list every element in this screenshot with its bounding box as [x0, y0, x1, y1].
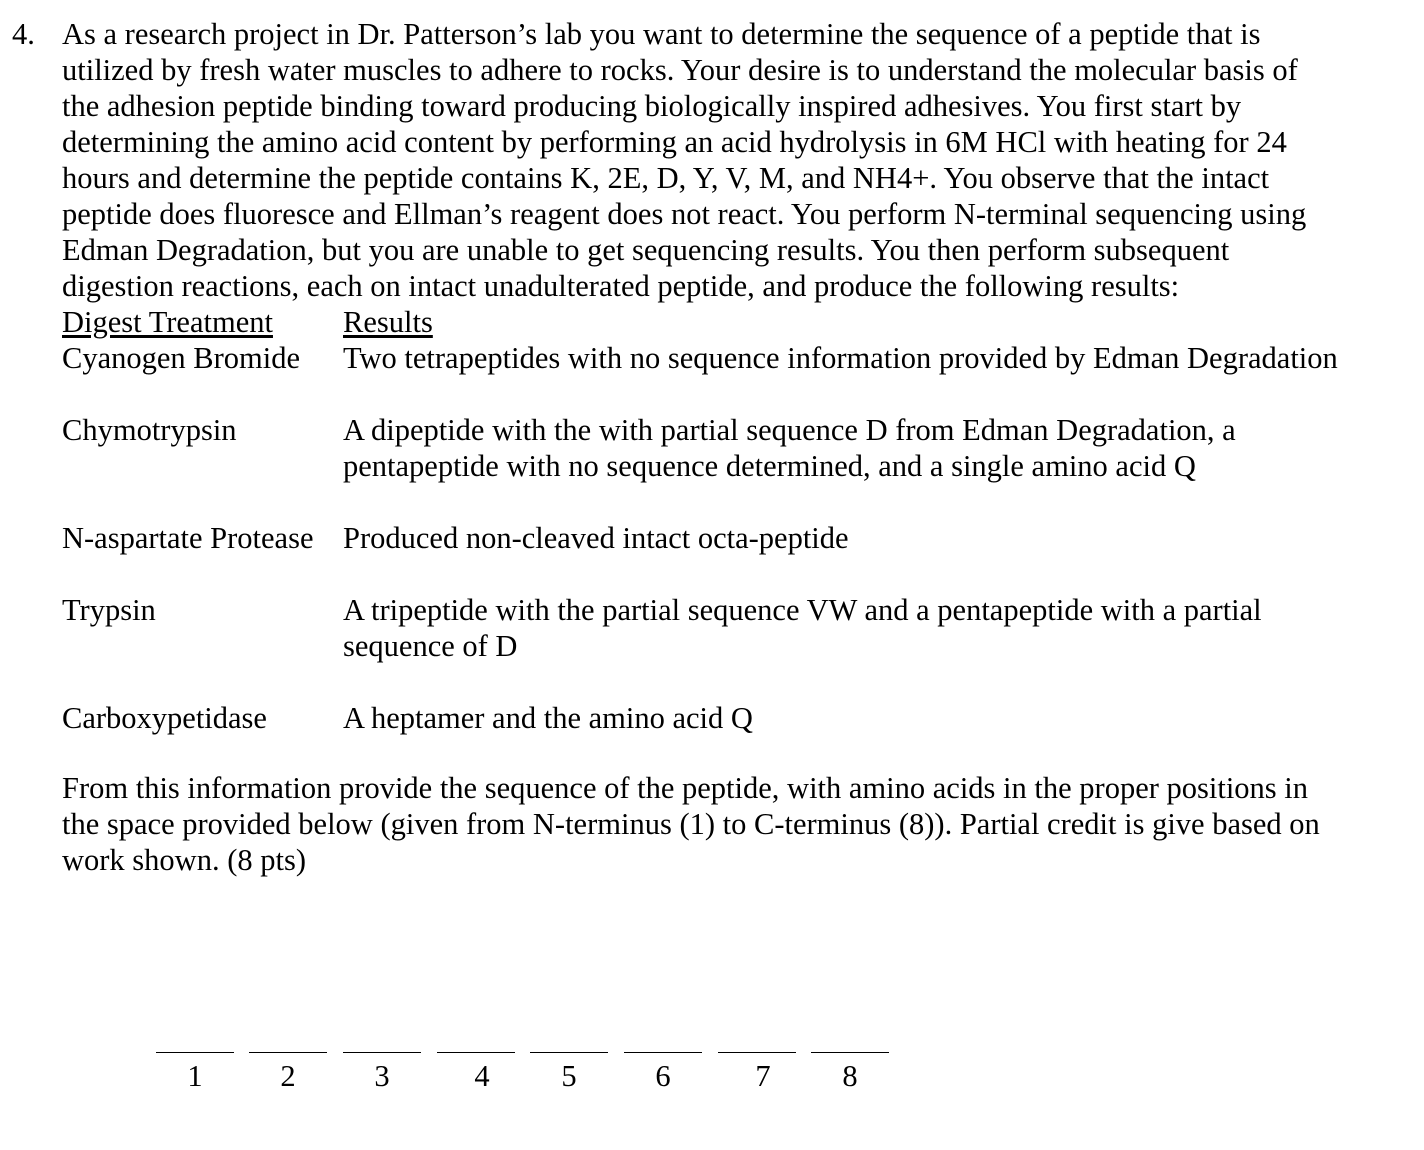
digest-result-line: sequence of D — [343, 629, 518, 663]
question-line: digestion reactions, each on intact unadulterated peptide, and produce the following results: — [62, 269, 1180, 303]
question-line: As a research project in Dr. Patterson’s lab you want to determine the sequence of a peptide that is — [62, 17, 1261, 51]
instruction-line: the space provided below (given from N-terminus (1) to C-terminus (8)). Partial credit is give based on — [62, 807, 1320, 841]
blank-line — [530, 1052, 608, 1053]
digest-result — [343, 700, 753, 736]
instruction-line: From this information provide the sequence of the peptide, with amino acids in the proper positions in — [62, 771, 1309, 805]
digest-result-line: A dipeptide with the with partial sequence D from Edman Degradation, a — [343, 413, 1236, 447]
instruction-line: work shown. (8 pts) — [62, 843, 306, 877]
position-number: 1 — [187, 1059, 203, 1093]
position-number: 2 — [280, 1059, 296, 1093]
blank-line — [811, 1052, 889, 1053]
question-line: the adhesion peptide binding toward producing biologically inspired adhesives. You first start by — [62, 89, 1242, 123]
blank-line — [156, 1052, 234, 1053]
digest-result — [343, 412, 1236, 484]
question-line: utilized by fresh water muscles to adhere to rocks. Your desire is to understand the molecular basis of — [62, 53, 1298, 87]
digest-treatment: Chymotrypsin — [62, 413, 237, 447]
position-number: 7 — [755, 1059, 771, 1093]
digest-result-line: A heptamer and the amino acid Q — [343, 701, 753, 735]
blank-line — [437, 1052, 515, 1053]
digest-result — [343, 520, 849, 556]
digest-result — [343, 340, 1338, 376]
blank-line — [718, 1052, 796, 1053]
question-line: peptide does fluoresce and Ellman’s reagent does not react. You perform N-terminal sequencing using — [62, 197, 1307, 231]
question-line: determining the amino acid content by performing an acid hydrolysis in 6M HCl with heating for 24 — [62, 125, 1287, 159]
blank-line — [343, 1052, 421, 1053]
digest-result-line: pentapeptide with no sequence determined, and a single amino acid Q — [343, 449, 1196, 483]
instruction-text — [62, 770, 1402, 878]
header-results: Results — [343, 305, 433, 339]
digest-treatment: Carboxypetidase — [62, 701, 267, 735]
question-number: 4. — [12, 17, 35, 51]
digest-treatment: Trypsin — [62, 593, 156, 627]
digest-result-line: Two tetrapeptides with no sequence information provided by Edman Degradation — [343, 341, 1338, 375]
position-number: 4 — [474, 1059, 490, 1093]
position-number: 5 — [561, 1059, 577, 1093]
position-number: 8 — [842, 1059, 858, 1093]
digest-result-line: A tripeptide with the partial sequence VW and a pentapeptide with a partial — [343, 593, 1262, 627]
question-line: hours and determine the peptide contains K, 2E, D, Y, V, M, and NH4+. You observe that the intact — [62, 161, 1270, 195]
header-digest-treatment: Digest Treatment — [62, 305, 273, 339]
digest-treatment: N-aspartate Protease — [62, 521, 314, 555]
digest-treatment: Cyanogen Bromide — [62, 341, 301, 375]
question-text — [62, 16, 1402, 304]
position-number: 6 — [655, 1059, 671, 1093]
digest-result — [343, 592, 1262, 664]
blank-line — [249, 1052, 327, 1053]
blank-line — [624, 1052, 702, 1053]
digest-result-line: Produced non-cleaved intact octa-peptide — [343, 521, 849, 555]
position-number: 3 — [374, 1059, 390, 1093]
question-line: Edman Degradation, but you are unable to get sequencing results. You then perform subsequent — [62, 233, 1230, 267]
